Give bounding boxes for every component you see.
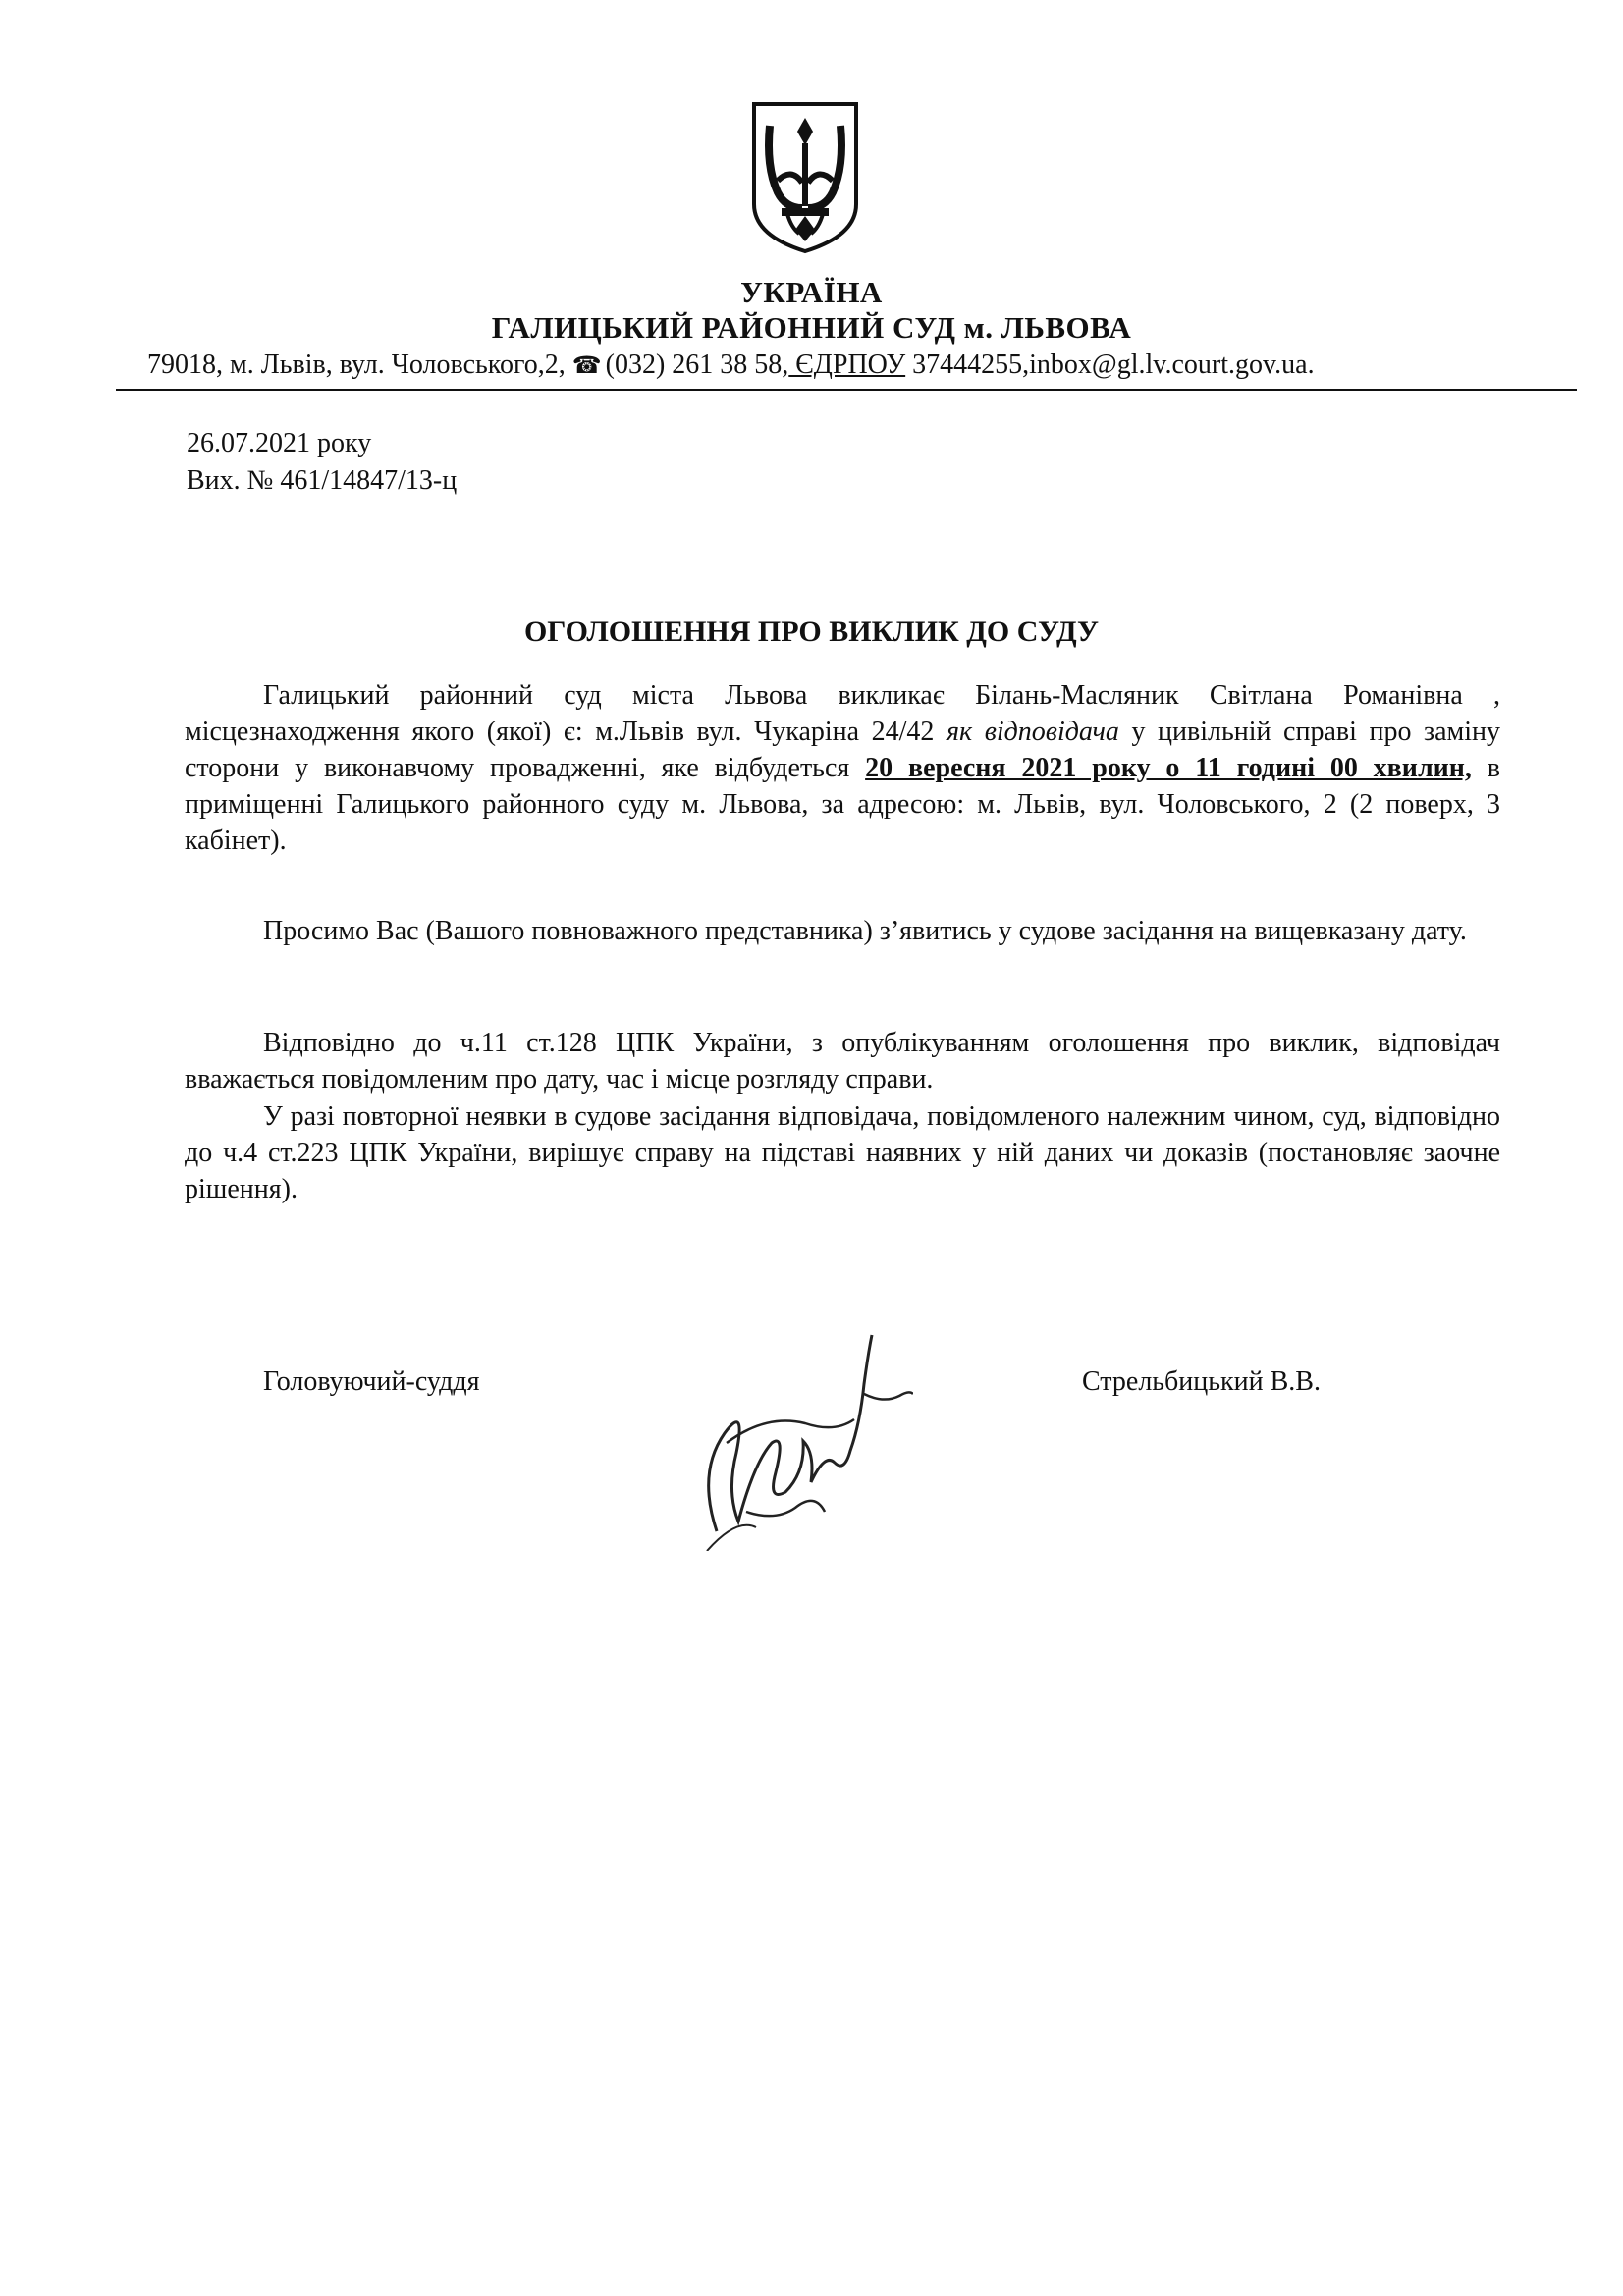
summons-intro: Галицький районний суд міста Львова викликає Білань-Масляник Світлана Романівна , місцезнаходження якого (якої) є: м.Львів вул. Чукаріна 24/42 (185, 680, 1500, 747)
header-divider (116, 389, 1577, 391)
paragraph-summons (185, 677, 1500, 859)
header-court-name: ГАЛИЦЬКИЙ РАЙОННИЙ СУД м. ЛЬВОВА (491, 310, 1132, 345)
edrpou-label: ЄДРПОУ (788, 349, 906, 380)
phone-icon: ☎ (571, 353, 602, 379)
paragraph-notice: Відповідно до ч.11 ст.128 ЦПК України, з опублікуванням оголошення про виклик, відповідач вважається повідомленим про дату, час і місце розгляду справи. (185, 1028, 1500, 1095)
defendant-role: як відповідача (947, 717, 1119, 747)
outgoing-number: Вих. № 461/14847/13-ц (187, 465, 458, 496)
paragraph-request: Просимо Вас (Вашого повноважного представника) з’явитись у судове засідання на вищевказану дату. (263, 916, 1467, 946)
hearing-datetime: 20 вересня 2021 року о 11 годині 00 хвилин, (865, 753, 1472, 783)
judge-name: Стрельбицький В.В. (1082, 1366, 1321, 1397)
header-country: УКРАЇНА (740, 275, 883, 309)
summons-case: у цивільній справі про заміну сторони у виконавчому провадженні, яке відбудеться (185, 717, 1501, 783)
document-date: 26.07.2021 року (187, 428, 372, 458)
edrpou-and-email: 37444255,inbox@gl.lv.court.gov.ua. (905, 349, 1315, 380)
paragraph-default: У разі повторної неявки в судове засідання відповідача, повідомленого належним чином, суд, відповідно до ч.4 ст.223 ЦПК України, вирішує справу на підставі наявних у ній даних чи доказів (постановляє заочне рішення). (185, 1101, 1500, 1204)
signature-role: Головуючий-суддя (263, 1366, 480, 1397)
phone-number: (032) 261 38 58, (605, 349, 789, 380)
header-address (147, 347, 1561, 384)
document-title: ОГОЛОШЕННЯ ПРО ВИКЛИК ДО СУДУ (523, 615, 1100, 648)
address-text: 79018, м. Львів, вул. Чоловського,2, (147, 349, 572, 380)
trident-emblem-icon (748, 98, 862, 255)
handwritten-signature (677, 1325, 913, 1551)
summons-location: в приміщенні Галицького районного суду м. Львова, за адресою: м. Львів, вул. Чоловського, 2 (2 поверх, 3 кабінет). (185, 753, 1500, 856)
